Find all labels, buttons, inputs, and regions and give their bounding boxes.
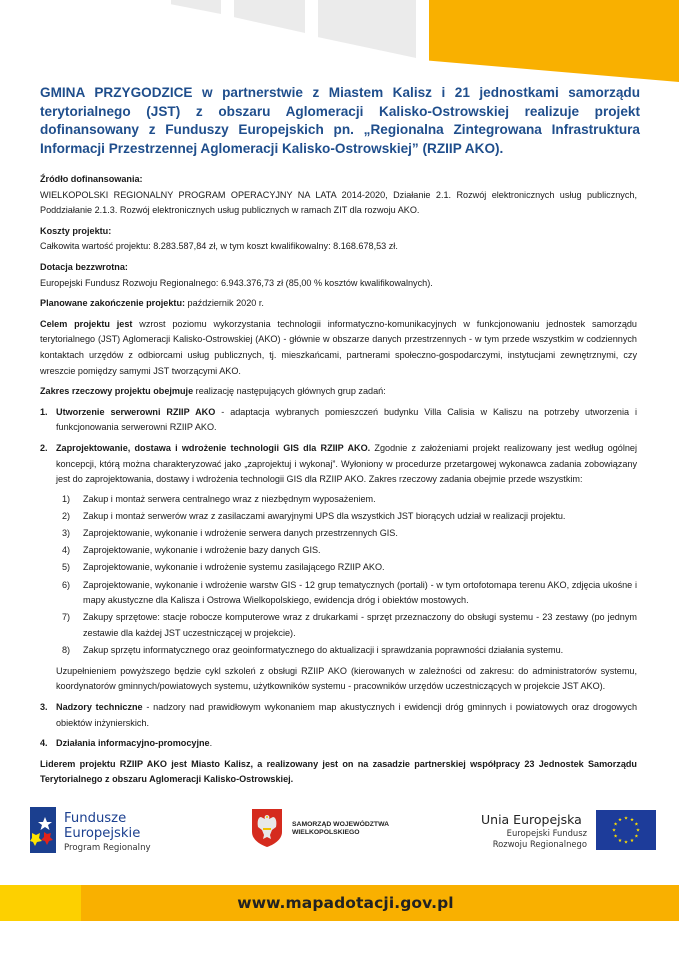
task-text: - adaptacja wybranych pomieszczeń budynku Villa Calisia w Kaliszu na potrzeby utworzenia i funkcjonowania serwerowni RZIIP AKO.: [56, 406, 637, 433]
fe-title-line1: Fundusze: [64, 811, 127, 826]
end-date-text: październik 2020 r.: [185, 298, 264, 309]
funding-source-label: Źródło dofinansowania:: [40, 174, 143, 184]
subtask-text: Zakup i montaż serwerów wraz z zasilaczami awaryjnymi UPS dla wszystkich JST biorących udział w realizacji projektu.: [83, 510, 566, 521]
ue-subtitle-line1: Europejski Fundusz: [506, 828, 587, 838]
grant-section: [40, 260, 637, 291]
end-date-label: Planowane zakończenie projektu:: [40, 298, 186, 309]
funding-source-text: WIELKOPOLSKI REGIONALNY PROGRAM OPERACYJNY NA LATA 2014-2020, Działanie 2.1. Rozwój elektronicznych usług publicznych, Poddziałanie 2.1.3. Rozwój elektronicznych usług publicznych w ramach ZIT dla rozwoju AKO.: [40, 189, 637, 216]
subtask-text: Zakup i montaż serwera centralnego wraz z niezbędnym wyposażeniem.: [83, 493, 376, 504]
header-decoration-gray-1: [171, 0, 221, 14]
grant-label: Dotacja bezzwrotna:: [40, 261, 128, 272]
sw-line2: WIELKOPOLSKIEGO: [292, 829, 360, 836]
training-note: Uzupełnieniem powyższego będzie cykl szkoleń z obsługi RZIIP AKO (kierowanych w zależności od zakresu: do administratorów systemu, koordynatorów gminnych/powiatowych systemu, użytkowników systemu - pracowników urzędów uczestniczących w projekcie JST AKO).: [56, 665, 637, 692]
task-text: .: [209, 738, 213, 749]
costs-section: [40, 224, 637, 255]
task-number: 4.: [40, 738, 48, 749]
scope-label: Zakres rzeczowy projektu obejmuje: [40, 386, 194, 397]
header-decoration-gray-2: [234, 0, 305, 33]
fe-stars-icon: [30, 807, 56, 853]
subtask-number: 8): [62, 645, 71, 656]
subtask-item: [62, 560, 637, 576]
task-item: [40, 441, 637, 695]
task-number: 3.: [40, 701, 48, 712]
footer-bar: [0, 885, 679, 921]
subtask-number: 7): [62, 612, 71, 623]
subtask-item: [62, 643, 637, 659]
task-title: Nadzory techniczne: [56, 701, 143, 712]
costs-text: Całkowita wartość projektu: 8.283.587,84 zł, w tym koszt kwalifikowalny: 8.168.678,53 zł.: [40, 241, 398, 252]
subtask-number: 3): [62, 528, 71, 539]
fe-title-line2: Europejskie: [64, 826, 141, 841]
subtask-item: [62, 492, 637, 508]
task-number: 1.: [40, 406, 48, 417]
sw-line1: SAMORZĄD WOJEWÓDZTWA: [292, 821, 390, 828]
ue-title: Unia Europejska: [481, 812, 582, 827]
subtask-item: [62, 526, 637, 542]
subtask-number: 6): [62, 579, 71, 590]
eu-flag-icon: [596, 810, 656, 850]
task-item: [40, 700, 637, 731]
subtask-number: 4): [62, 545, 71, 556]
project-leader-statement: Liderem projektu RZIIP AKO jest Miasto Kalisz, a realizowany jest on na zasadzie partnerskiej współpracy 23 Jednostek Samorządu Terytorialnego z obszaru Aglomeracji Kalisko-Ostrowskiej.: [40, 758, 637, 785]
task-list: [40, 405, 637, 752]
task-item: [40, 405, 637, 436]
subtask-text: Zaprojektowanie, wykonanie i wdrożenie warstw GIS - 12 grup tematycznych (portali) - w tym ortofotomapa terenu AKO, zdjęcia ukośne i mapy akustyczne dla Kalisza i Ostrowa Wielkopolskiego, ewidencja dróg i obiektów mostowych.: [83, 579, 637, 606]
task-text: Zgodnie z założeniami projekt realizowany jest według ogólnej koncepcji, którą można charakteryzować jako „zaprojektuj i wykonaj”. Wyłoniony w procedurze przetargowej wykonawca zadania zobowiązany jest do zaprojektowania, dostawy i wdrożenia technologii GIS dla RZIIP AKO. Zakres rzeczowy zadania obejmie przede wszystkim:: [56, 442, 637, 485]
goal-label: Celem projektu jest: [40, 318, 133, 329]
subtask-text: Zaprojektowanie, wykonanie i wdrożenie serwera danych przestrzennych GIS.: [83, 528, 398, 539]
funding-source-section: [40, 172, 637, 219]
subtask-text: Zakup sprzętu informatycznego oraz geoinformatycznego do aktualizacji i sprawdzania poprawności działania systemu.: [83, 645, 564, 656]
subtask-item: [62, 543, 637, 559]
end-date-section: [40, 296, 637, 312]
wielkopolska-coat-of-arms-icon: [251, 808, 283, 848]
subtask-text: Zaprojektowanie, wykonanie i wdrożenie systemu zasilającego RZIIP AKO.: [83, 562, 385, 573]
grant-text: Europejski Fundusz Rozwoju Regionalnego: 6.943.376,73 zł (85,00 % kosztów kwalifikowalnych).: [40, 277, 433, 288]
fundusze-europejskie-logo: [30, 807, 56, 853]
unia-europejska-text: [481, 812, 587, 850]
subtask-number: 1): [62, 493, 71, 504]
subtask-text: Zakupy sprzętowe: stacje robocze komputerowe wraz z drukarkami - sprzęt przeznaczony do obsługi systemu - 23 zestawy (po jednym zestawie dla każdej JST uczestniczącej w projekcie).: [83, 612, 637, 638]
task-item: [40, 736, 637, 752]
footer-website-link[interactable]: www.mapadotacji.gov.pl: [237, 894, 454, 912]
costs-label: Koszty projektu:: [40, 225, 112, 236]
fundusze-europejskie-text: [64, 811, 151, 855]
subtask-item: [62, 578, 637, 609]
ue-subtitle-line2: Rozwoju Regionalnego: [492, 839, 587, 849]
fe-subtitle: Program Regionalny: [64, 843, 151, 853]
subtask-text: Zaprojektowanie, wykonanie i wdrożenie bazy danych GIS.: [83, 545, 321, 556]
document-title: GMINA PRZYGODZICE w partnerstwie z Miastem Kalisz i 21 jednostkami samorządu terytorialnego (JST) z obszaru Aglomeracji Kalisko-Ostrowskiej realizuje projekt dofinansowany z Funduszy Europejskich pn. „Regionalna Zintegrowana Infrastruktura Informacji Przestrzennej Aglomeracji Kalisko-Ostrowskiej” (RZIIP AKO).: [40, 85, 640, 156]
task-title: Zaprojektowanie, dostawa i wdrożenie technologii GIS dla RZIIP AKO.: [56, 442, 371, 453]
subtask-item: [62, 610, 637, 641]
document-body: [40, 172, 637, 788]
samorzad-wojewodztwa-text: [292, 821, 389, 837]
task-number: 2.: [40, 442, 48, 453]
subtask-number: 2): [62, 510, 71, 521]
task-title: Utworzenie serwerowni RZIIP AKO: [56, 406, 216, 417]
scope-section: [40, 384, 637, 400]
header-decoration-gray-3: [318, 0, 416, 58]
subtask-number: 5): [62, 562, 71, 573]
scope-text: realizację następujących głównych grup zadań:: [193, 386, 386, 397]
subtask-list: [56, 492, 637, 659]
subtask-item: [62, 509, 637, 525]
goal-text: wzrost poziomu wykorzystania technologii informatyczno-komunikacyjnych w funkcjonowaniu jednostek samorządu terytorialnego (JST) Aglomeracji Kalisko-Ostrowskiej (AKO) - głównie w obszarze danych przestrzennych - w tym przede wszystkim w codziennych kontaktach urzędów z odbiorcami usług publicznych, tj. mieszkańcami, partnerami społeczno-gospodarczymi, instytucjami zewnętrznymi, czy wreszcie pomiędzy samymi JST tworzącymi AKO.: [40, 318, 637, 376]
task-text: - nadzory nad prawidłowym wykonaniem map akustycznych i ewidencji dróg gminnych i powiatowych oraz drogowych obiektów inżynierskich.: [56, 701, 637, 728]
logo-strip: [0, 800, 679, 860]
task-title: Działania informacyjno-promocyjne: [56, 738, 210, 749]
header-decoration-orange: [429, 0, 679, 82]
goal-section: [40, 317, 637, 379]
